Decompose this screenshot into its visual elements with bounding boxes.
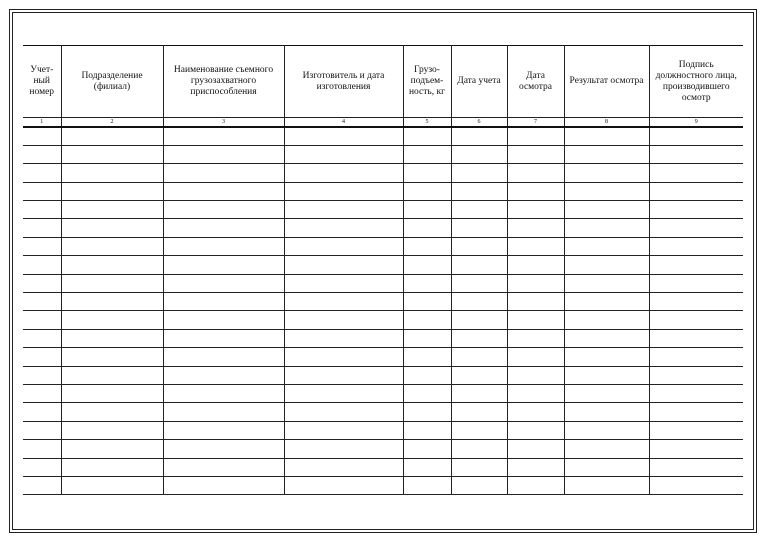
table-row bbox=[23, 366, 743, 384]
table-cell bbox=[451, 348, 507, 366]
header-inspection-date: Дата осмотра bbox=[507, 46, 564, 118]
table-cell bbox=[163, 201, 284, 219]
table-cell bbox=[23, 440, 61, 458]
table-cell bbox=[507, 421, 564, 439]
table-cell bbox=[403, 293, 451, 311]
table-cell bbox=[61, 127, 163, 145]
table-cell bbox=[23, 476, 61, 494]
table-cell bbox=[284, 440, 403, 458]
table-cell bbox=[61, 274, 163, 292]
table-cell bbox=[507, 127, 564, 145]
table-cell bbox=[61, 421, 163, 439]
table-cell bbox=[451, 403, 507, 421]
table-cell bbox=[163, 145, 284, 163]
table-cell bbox=[23, 182, 61, 200]
header-row bbox=[23, 46, 743, 118]
table-cell bbox=[451, 293, 507, 311]
table-row bbox=[23, 440, 743, 458]
table-cell bbox=[649, 237, 743, 255]
table-cell bbox=[564, 311, 649, 329]
column-number: 3 bbox=[163, 118, 284, 128]
table-cell bbox=[507, 440, 564, 458]
table-cell bbox=[564, 256, 649, 274]
table-cell bbox=[23, 384, 61, 402]
table-cell bbox=[23, 164, 61, 182]
table-cell bbox=[649, 274, 743, 292]
table-cell bbox=[564, 164, 649, 182]
table-row bbox=[23, 311, 743, 329]
table-cell bbox=[451, 127, 507, 145]
table-row bbox=[23, 274, 743, 292]
table-cell bbox=[61, 293, 163, 311]
table-cell bbox=[163, 421, 284, 439]
table-cell bbox=[163, 127, 284, 145]
table-cell bbox=[451, 274, 507, 292]
table-cell bbox=[507, 293, 564, 311]
column-number-row bbox=[23, 118, 743, 128]
table-cell bbox=[451, 458, 507, 476]
table-cell bbox=[61, 164, 163, 182]
table-cell bbox=[61, 145, 163, 163]
table-cell bbox=[284, 237, 403, 255]
table-cell bbox=[61, 348, 163, 366]
table-row bbox=[23, 182, 743, 200]
table-cell bbox=[284, 421, 403, 439]
table-cell bbox=[284, 274, 403, 292]
table-cell bbox=[649, 458, 743, 476]
table-cell bbox=[23, 293, 61, 311]
table-row bbox=[23, 458, 743, 476]
table-cell bbox=[507, 403, 564, 421]
table-cell bbox=[451, 219, 507, 237]
table-cell bbox=[23, 403, 61, 421]
table-cell bbox=[403, 329, 451, 347]
header-registration-date: Дата учета bbox=[451, 46, 507, 118]
table-cell bbox=[23, 127, 61, 145]
table-cell bbox=[163, 348, 284, 366]
table-cell bbox=[507, 458, 564, 476]
table-cell bbox=[23, 237, 61, 255]
table-cell bbox=[451, 256, 507, 274]
column-number: 5 bbox=[403, 118, 451, 128]
table-cell bbox=[451, 440, 507, 458]
table-cell bbox=[61, 458, 163, 476]
table-cell bbox=[649, 219, 743, 237]
table-cell bbox=[403, 219, 451, 237]
table-cell bbox=[564, 329, 649, 347]
table-cell bbox=[649, 127, 743, 145]
table-cell bbox=[564, 274, 649, 292]
table-cell bbox=[163, 476, 284, 494]
table-cell bbox=[23, 145, 61, 163]
column-number: 4 bbox=[284, 118, 403, 128]
table-cell bbox=[284, 293, 403, 311]
table-cell bbox=[649, 366, 743, 384]
table-cell bbox=[61, 476, 163, 494]
table-row bbox=[23, 348, 743, 366]
table-cell bbox=[507, 348, 564, 366]
table-cell bbox=[564, 219, 649, 237]
table-cell bbox=[284, 127, 403, 145]
table-cell bbox=[163, 311, 284, 329]
table-cell bbox=[61, 311, 163, 329]
table-row bbox=[23, 384, 743, 402]
table-cell bbox=[564, 403, 649, 421]
table-cell bbox=[507, 182, 564, 200]
table-cell bbox=[403, 164, 451, 182]
table-cell bbox=[507, 201, 564, 219]
header-device-name: Наименование съемного грузозахватного приспособления bbox=[163, 46, 284, 118]
table-cell bbox=[403, 145, 451, 163]
table-cell bbox=[284, 458, 403, 476]
header-inspector-signature: Подпись должностного лица, производившего осмотр bbox=[649, 46, 743, 118]
table-cell bbox=[61, 384, 163, 402]
table-cell bbox=[451, 329, 507, 347]
table-cell bbox=[163, 164, 284, 182]
table-cell bbox=[649, 145, 743, 163]
table-cell bbox=[564, 440, 649, 458]
table-row bbox=[23, 219, 743, 237]
table-cell bbox=[649, 164, 743, 182]
table-cell bbox=[564, 127, 649, 145]
table-cell bbox=[284, 311, 403, 329]
table-cell bbox=[163, 329, 284, 347]
table-row bbox=[23, 201, 743, 219]
table-cell bbox=[564, 237, 649, 255]
table-cell bbox=[564, 421, 649, 439]
table-cell bbox=[284, 201, 403, 219]
table-cell bbox=[403, 182, 451, 200]
table-cell bbox=[564, 293, 649, 311]
table-cell bbox=[23, 256, 61, 274]
table-cell bbox=[564, 201, 649, 219]
table-cell bbox=[451, 421, 507, 439]
table-row bbox=[23, 329, 743, 347]
table-cell bbox=[564, 182, 649, 200]
table-cell bbox=[163, 403, 284, 421]
table-cell bbox=[23, 311, 61, 329]
table-cell bbox=[507, 256, 564, 274]
table-cell bbox=[61, 201, 163, 219]
table-cell bbox=[284, 182, 403, 200]
table-cell bbox=[649, 329, 743, 347]
table-cell bbox=[163, 293, 284, 311]
table-cell bbox=[284, 384, 403, 402]
table-cell bbox=[23, 348, 61, 366]
table-cell bbox=[163, 384, 284, 402]
table-cell bbox=[284, 164, 403, 182]
table-cell bbox=[163, 237, 284, 255]
table-cell bbox=[403, 274, 451, 292]
table-cell bbox=[403, 366, 451, 384]
table-cell bbox=[649, 201, 743, 219]
table-row bbox=[23, 256, 743, 274]
table-cell bbox=[61, 329, 163, 347]
table-cell bbox=[163, 256, 284, 274]
table-cell bbox=[403, 476, 451, 494]
table-row bbox=[23, 403, 743, 421]
table-cell bbox=[451, 164, 507, 182]
table-cell bbox=[403, 440, 451, 458]
table-cell bbox=[284, 366, 403, 384]
column-number: 9 bbox=[649, 118, 743, 128]
table-cell bbox=[61, 403, 163, 421]
table-cell bbox=[61, 440, 163, 458]
column-number: 8 bbox=[564, 118, 649, 128]
table-cell bbox=[507, 366, 564, 384]
table-cell bbox=[507, 145, 564, 163]
column-number: 2 bbox=[61, 118, 163, 128]
table-cell bbox=[507, 329, 564, 347]
table-cell bbox=[163, 440, 284, 458]
table-cell bbox=[507, 384, 564, 402]
table-cell bbox=[649, 256, 743, 274]
table-cell bbox=[649, 421, 743, 439]
table-cell bbox=[61, 256, 163, 274]
table-cell bbox=[507, 164, 564, 182]
table-cell bbox=[649, 440, 743, 458]
table-cell bbox=[284, 329, 403, 347]
table-cell bbox=[403, 421, 451, 439]
table-cell bbox=[163, 458, 284, 476]
table-cell bbox=[649, 348, 743, 366]
header-load-capacity: Грузо-подъем-ность, кг bbox=[403, 46, 451, 118]
blank-entry-rows bbox=[23, 127, 743, 495]
table-cell bbox=[451, 476, 507, 494]
table-row bbox=[23, 127, 743, 145]
table-cell bbox=[507, 219, 564, 237]
table-cell bbox=[564, 348, 649, 366]
table-cell bbox=[403, 201, 451, 219]
table-cell bbox=[507, 274, 564, 292]
table-row bbox=[23, 237, 743, 255]
column-number: 7 bbox=[507, 118, 564, 128]
table-cell bbox=[649, 182, 743, 200]
header-division: Подразделение (филиал) bbox=[61, 46, 163, 118]
table-cell bbox=[61, 366, 163, 384]
header-account-number: Учет-ный номер bbox=[23, 46, 61, 118]
table-cell bbox=[284, 403, 403, 421]
table-cell bbox=[163, 219, 284, 237]
table-cell bbox=[403, 458, 451, 476]
table-cell bbox=[403, 127, 451, 145]
lifting-devices-register-table bbox=[23, 45, 743, 495]
table-cell bbox=[23, 274, 61, 292]
table-row bbox=[23, 421, 743, 439]
table-cell bbox=[564, 476, 649, 494]
table-cell bbox=[564, 366, 649, 384]
table-cell bbox=[163, 366, 284, 384]
table-cell bbox=[23, 201, 61, 219]
table-cell bbox=[163, 274, 284, 292]
table-cell bbox=[403, 311, 451, 329]
table-cell bbox=[23, 458, 61, 476]
table-cell bbox=[23, 329, 61, 347]
table-cell bbox=[403, 403, 451, 421]
table-cell bbox=[564, 384, 649, 402]
table-row bbox=[23, 145, 743, 163]
table-cell bbox=[649, 403, 743, 421]
table-cell bbox=[649, 476, 743, 494]
table-cell bbox=[284, 219, 403, 237]
table-cell bbox=[284, 476, 403, 494]
table-cell bbox=[403, 384, 451, 402]
table-cell bbox=[451, 366, 507, 384]
table-cell bbox=[23, 421, 61, 439]
table-cell bbox=[451, 182, 507, 200]
column-number: 1 bbox=[23, 118, 61, 128]
table-cell bbox=[649, 293, 743, 311]
table-cell bbox=[403, 256, 451, 274]
table-row bbox=[23, 476, 743, 494]
table-cell bbox=[163, 182, 284, 200]
table-cell bbox=[507, 476, 564, 494]
table-cell bbox=[451, 201, 507, 219]
header-inspection-result: Результат осмотра bbox=[564, 46, 649, 118]
table-cell bbox=[23, 366, 61, 384]
table-cell bbox=[649, 311, 743, 329]
table-cell bbox=[284, 145, 403, 163]
header-manufacturer-date: Изготовитель и дата изготовления bbox=[284, 46, 403, 118]
table-cell bbox=[284, 256, 403, 274]
table-cell bbox=[61, 237, 163, 255]
table-cell bbox=[507, 237, 564, 255]
table-cell bbox=[284, 348, 403, 366]
table-row bbox=[23, 293, 743, 311]
table-cell bbox=[403, 237, 451, 255]
table-cell bbox=[649, 384, 743, 402]
table-cell bbox=[403, 348, 451, 366]
table-cell bbox=[451, 384, 507, 402]
table-cell bbox=[451, 237, 507, 255]
table-cell bbox=[61, 219, 163, 237]
table-cell bbox=[564, 145, 649, 163]
table-cell bbox=[451, 145, 507, 163]
table-row bbox=[23, 164, 743, 182]
column-number: 6 bbox=[451, 118, 507, 128]
table-cell bbox=[23, 219, 61, 237]
table-cell bbox=[61, 182, 163, 200]
table-cell bbox=[507, 311, 564, 329]
table-cell bbox=[451, 311, 507, 329]
table-cell bbox=[564, 458, 649, 476]
